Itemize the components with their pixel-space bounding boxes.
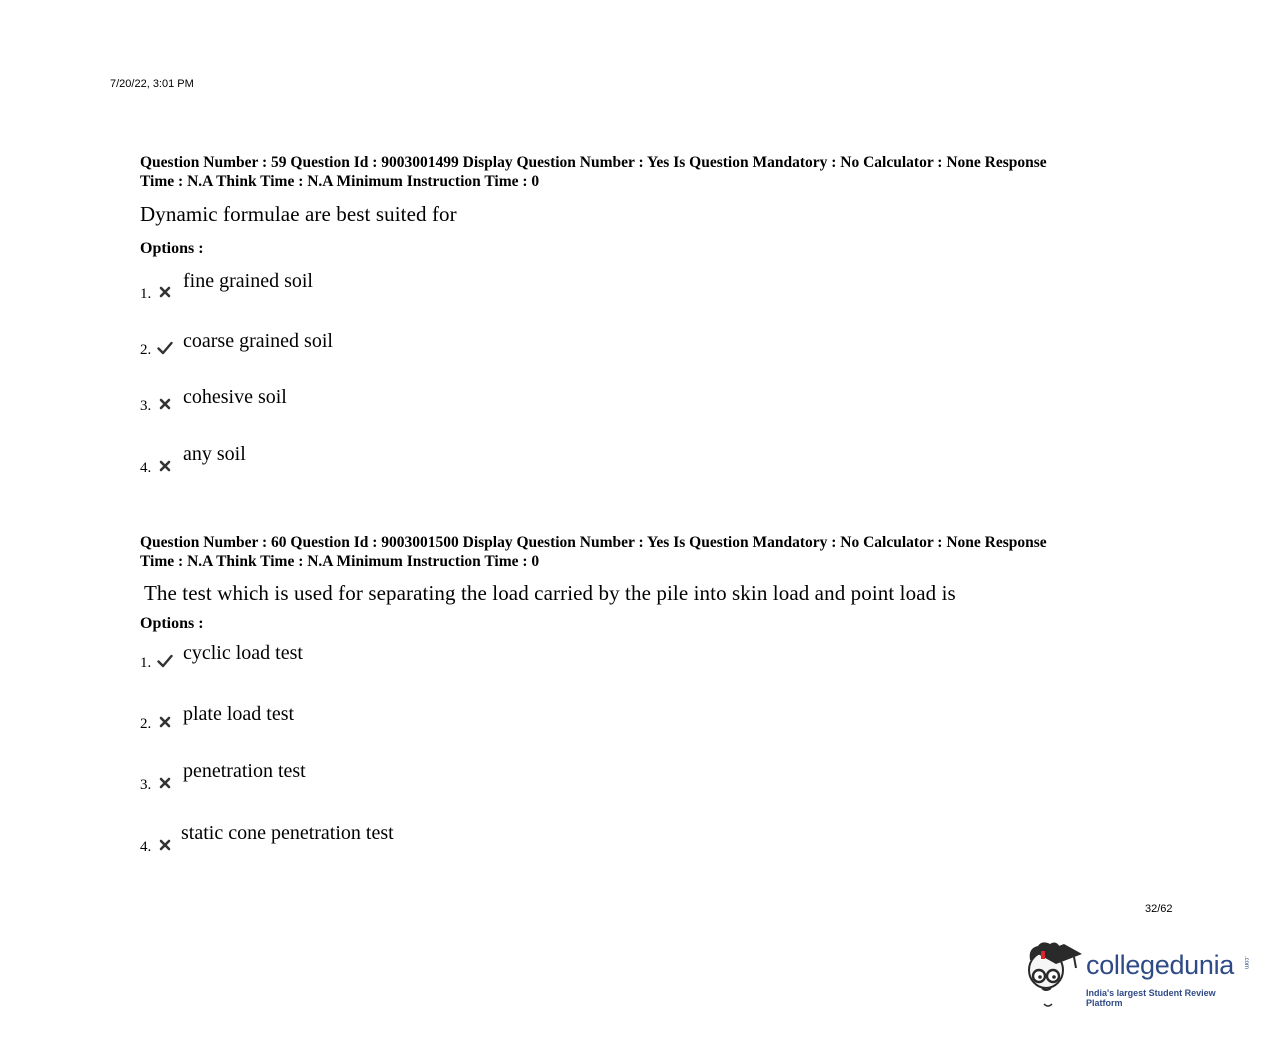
question-text: The test which is used for separating the load carried by the pile into skin load and point load is xyxy=(144,581,956,605)
logo-tagline: India's largest Student Review Platform xyxy=(1086,988,1216,1008)
cross-icon xyxy=(158,459,172,473)
cross-icon xyxy=(158,397,172,411)
option-number: 4. xyxy=(140,460,152,476)
option-text: fine grained soil xyxy=(183,270,313,292)
option-text: coarse grained soil xyxy=(183,330,333,352)
question-meta-line: Time : N.A Think Time : N.A Minimum Instruction Time : 0 xyxy=(140,553,540,570)
option-number: 2. xyxy=(140,716,152,732)
question-meta xyxy=(140,153,1170,191)
check-icon xyxy=(157,654,173,668)
options-label: Options : xyxy=(140,615,204,632)
option-text: cohesive soil xyxy=(183,386,287,408)
question-meta-line: Question Number : 60 Question Id : 9003001500 Display Question Number : Yes Is Question Mandatory : No Calculator : None Response xyxy=(140,534,1047,551)
question-meta-line: Question Number : 59 Question Id : 9003001499 Display Question Number : Yes Is Question Mandatory : No Calculator : None Response xyxy=(140,154,1047,171)
option-text: plate load test xyxy=(183,703,295,725)
option-text: any soil xyxy=(183,443,246,465)
cross-icon xyxy=(158,715,172,729)
check-icon xyxy=(157,341,173,355)
logo-dotcom: .com xyxy=(1243,956,1249,970)
options-label: Options : xyxy=(140,240,204,257)
option-number: 2. xyxy=(140,342,152,358)
cross-icon xyxy=(158,838,172,852)
logo-wordmark: collegedunia xyxy=(1086,950,1235,980)
print-timestamp: 7/20/22, 3:01 PM xyxy=(110,78,194,90)
option-number: 1. xyxy=(140,655,152,671)
cross-icon xyxy=(158,285,172,299)
cross-icon xyxy=(158,776,172,790)
option-text: cyclic load test xyxy=(183,642,303,664)
question-meta-line: Time : N.A Think Time : N.A Minimum Instruction Time : 0 xyxy=(140,173,540,190)
option-number: 3. xyxy=(140,777,152,793)
option-number: 1. xyxy=(140,286,152,302)
collegedunia-logo xyxy=(1024,938,1254,1010)
mascot-icon xyxy=(1024,938,1084,1010)
question-text: Dynamic formulae are best suited for xyxy=(140,202,457,226)
option-text: static cone penetration test xyxy=(181,822,394,844)
option-text: penetration test xyxy=(183,760,306,782)
option-number: 3. xyxy=(140,398,152,414)
option-number: 4. xyxy=(140,839,152,855)
question-meta xyxy=(140,533,1170,571)
page-number: 32/62 xyxy=(1145,903,1173,915)
